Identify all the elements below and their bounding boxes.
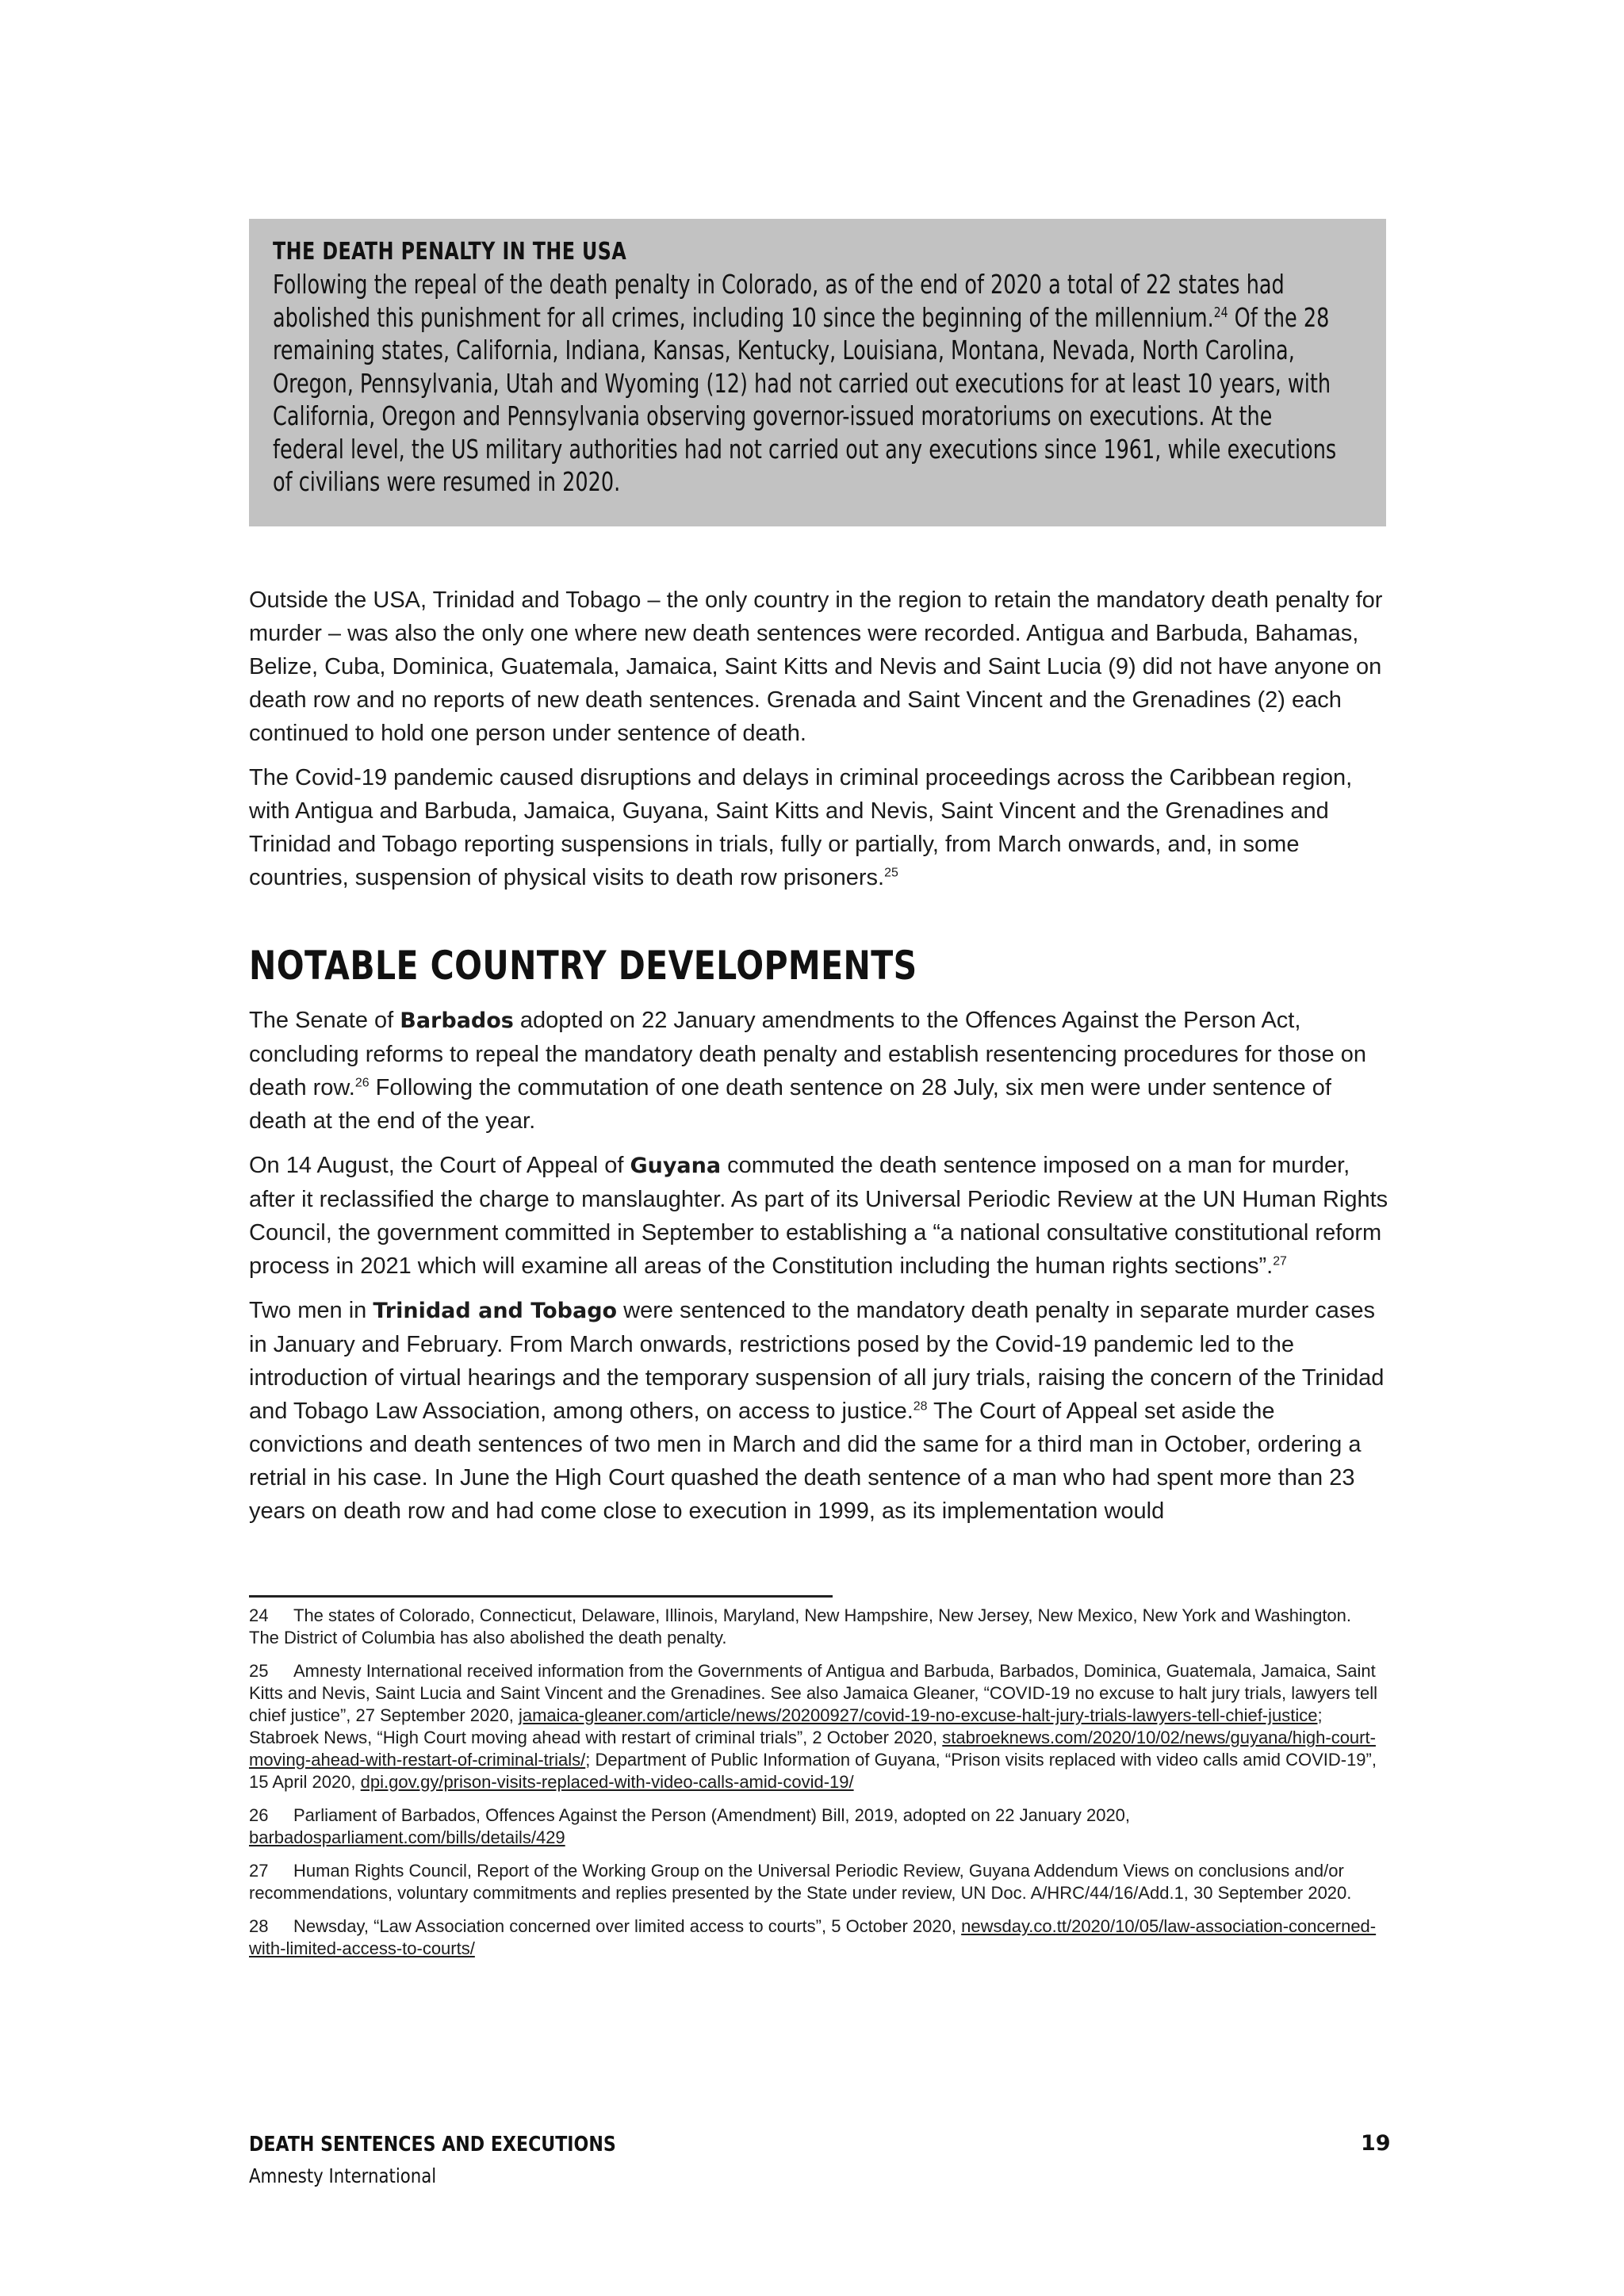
page-number: 19	[1361, 2131, 1391, 2156]
paragraph	[249, 761, 1391, 894]
paragraph-text: The Covid-19 pandemic caused disruptions and delays in criminal proceedings across the Caribbean region, with Antigua and Barbuda, Jamaica, Guyana, Saint Kitts and Nevis, Saint Vincent and the Grenadines and Trinidad and Tobago reporting suspensions in trials, fully or partially, from March onwards, and, in some countries, suspension of physical visits to death row prisoners.	[249, 765, 1353, 890]
paragraph-text: were sentenced to the mandatory death penalty in separate murder cases in January and February. From March onwards, restrictions posed by the Covid-19 pandemic led to the introduction of virtual hearings and the temporary suspension of all jury trials, raising the concern of the Trinidad and Tobago Law Association, among others, on access to justice.	[249, 1298, 1385, 1424]
footnote-24	[249, 1605, 1383, 1649]
box-title: THE DEATH PENALTY IN THE USA	[273, 238, 627, 266]
footnote-text: Newsday, “Law Association concerned over limited access to courts”, 5 October 2020,	[293, 1916, 962, 1936]
footnote-text: The states of Colorado, Connecticut, Delaware, Illinois, Maryland, New Hampshire, New Jersey, New Mexico, New York and Washington. The District of Columbia has also abolished the death penalty.	[249, 1605, 1352, 1647]
footnote-number: 27	[249, 1861, 269, 1881]
footnotes	[249, 1605, 1383, 1971]
footnote-link[interactable]: barbadosparliament.com/bills/details/429	[249, 1827, 565, 1847]
box-text: Following the repeal of the death penalty in Colorado, as of the end of 2020 a total of 22 states had abolished this punishment for all crimes, including 10 since the beginning of the millennium.	[273, 269, 1285, 333]
paragraph-text: adopted on 22 January amendments to the Offences Against the Person Act, concluding reforms to repeal the mandatory death penalty and establish resentencing procedures for those on death row.	[249, 1008, 1366, 1100]
footer-subtitle: Amnesty International	[249, 2164, 437, 2187]
footnote-25	[249, 1660, 1383, 1793]
paragraph-text: The Senate of	[249, 1008, 400, 1033]
footnote-27	[249, 1860, 1383, 1904]
country-name: Guyana	[630, 1154, 722, 1178]
footnote-divider	[249, 1595, 833, 1598]
paragraph	[249, 1294, 1391, 1528]
footnote-text: Amnesty International received information from the Governments of Antigua and Barbuda, Barbados, Dominica, Guatemala, Jamaica, Saint Kitts and Nevis, Saint Lucia and Saint Vincent and the Grenadines. See also Jamaica Gleaner, “COVID-19 no excuse to halt jury trials, lawyers tell chief justice”, 27 September 2020,	[249, 1661, 1377, 1725]
footnote-number: 26	[249, 1805, 269, 1825]
paragraph	[249, 1004, 1391, 1138]
footnote-ref[interactable]: 26	[354, 1076, 370, 1090]
footnote-text: Parliament of Barbados, Offences Against the Person (Amendment) Bill, 2019, adopted on 22 January 2020,	[293, 1805, 1131, 1825]
usa-info-box	[249, 219, 1386, 526]
footnote-ref[interactable]: 28	[913, 1399, 928, 1414]
paragraph-text: On 14 August, the Court of Appeal of	[249, 1153, 630, 1178]
paragraph-text: Two men in	[249, 1298, 373, 1323]
section-heading: NOTABLE COUNTRY DEVELOPMENTS	[249, 943, 917, 989]
box-body	[273, 268, 1337, 499]
footnote-link[interactable]: jamaica-gleaner.com/article/news/20200927/covid-19-no-excuse-halt-jury-trials-lawyers-tell-chief-justice	[518, 1705, 1318, 1725]
footnote-number: 25	[249, 1661, 269, 1681]
paragraph-text: Following the commutation of one death sentence on 28 July, six men were under sentence of death at the end of the year.	[249, 1075, 1331, 1134]
paragraph: Outside the USA, Trinidad and Tobago – the only country in the region to retain the mandatory death penalty for murder – was also the only one where new death sentences were recorded. Antigua and Barbuda, Bahamas, Belize, Cuba, Dominica, Guatemala, Jamaica, Saint Kitts and Nevis and Saint Lucia (9) did not have anyone on death row and no reports of new death sentences. Grenada and Saint Vincent and the Grenadines (2) each continued to hold one person under sentence of death.	[249, 587, 1383, 746]
box-text: Of the 28 remaining states, California, Indiana, Kansas, Kentucky, Louisiana, Montana, Nevada, North Carolina, Oregon, Pennsylvania, Utah and Wyoming (12) had not carried out executions for at least 10 years, with California, Oregon and Pennsylvania observing governor-issued moratoriums on executions. At the federal level, the US military authorities had not carried out any executions since 1961, while executions of civilians were resumed in 2020.	[273, 301, 1337, 497]
intro-text	[249, 584, 1391, 905]
section-text	[249, 1004, 1391, 1539]
footnote-ref[interactable]: 24	[1213, 304, 1228, 321]
footnote-number: 24	[249, 1605, 269, 1625]
footnote-number: 28	[249, 1916, 269, 1936]
footnote-link[interactable]: stabroeknews.com/2020/10/02/news/guyana/high-court-moving-ahead-with-restart-of-criminal-trials/	[249, 1728, 1376, 1770]
country-name: Trinidad and Tobago	[373, 1299, 618, 1323]
paragraph-text: commuted the death sentence imposed on a man for murder, after it reclassified the charge to manslaughter. As part of its Universal Periodic Review at the UN Human Rights Council, the government committed in September to establishing a “a national consultative constitutional reform process in 2021 which will examine all areas of the Constitution including the human rights sections”.	[249, 1153, 1388, 1279]
footnote-26	[249, 1804, 1383, 1849]
footnote-text: ; Department of Public Information of Guyana, “Prison visits replaced with video calls amid COVID-19”, 15 April 2020,	[249, 1750, 1377, 1792]
footnote-link[interactable]: dpi.gov.gy/prison-visits-replaced-with-video-calls-amid-covid-19/	[360, 1772, 854, 1792]
footer-title: DEATH SENTENCES AND EXECUTIONS	[249, 2133, 616, 2156]
footnote-text: Human Rights Council, Report of the Working Group on the Universal Periodic Review, Guyana Addendum Views on conclusions and/or recommendations, voluntary commitments and replies presented by the State under review, UN Doc. A/HRC/44/16/Add.1, 30 September 2020.	[249, 1861, 1352, 1903]
paragraph	[249, 1149, 1391, 1283]
footnote-link[interactable]: newsday.co.tt/2020/10/05/law-association-concerned-with-limited-access-to-courts/	[249, 1916, 1377, 1958]
footnote-text: ; Stabroek News, “High Court moving ahead with restart of criminal trials”, 2 October 2020,	[249, 1705, 1323, 1747]
footnote-ref[interactable]: 25	[884, 866, 898, 880]
country-name: Barbados	[400, 1008, 514, 1033]
footnote-ref[interactable]: 27	[1273, 1254, 1287, 1269]
footnote-28	[249, 1915, 1383, 1960]
paragraph-text: The Court of Appeal set aside the convictions and death sentences of two men in March and did the same for a third man in October, ordering a retrial in his case. In June the High Court quashed the death sentence of a man who had spent more than 23 years on death row and had come close to execution in 1999, as its implementation would	[249, 1399, 1362, 1524]
